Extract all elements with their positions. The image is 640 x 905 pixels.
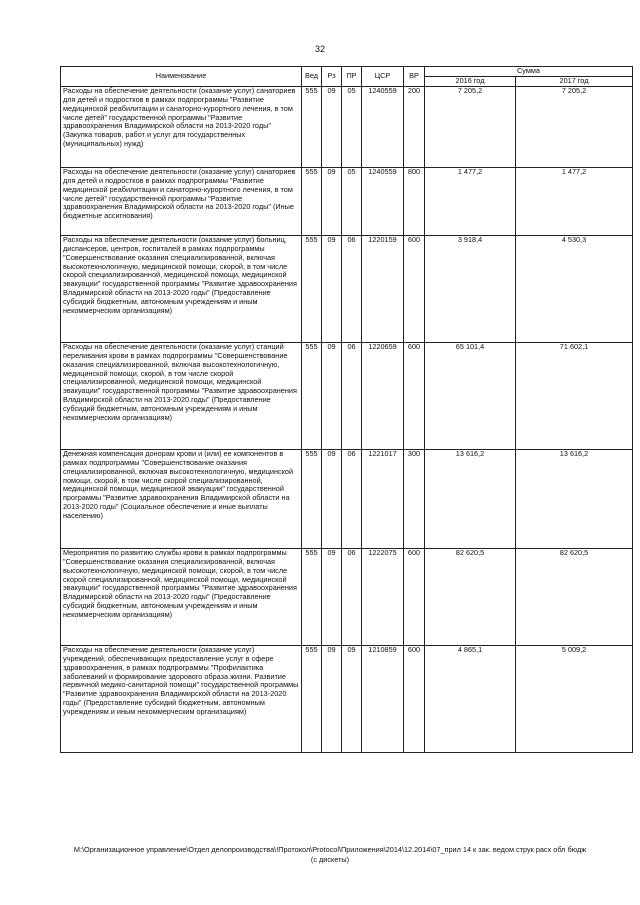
row-csr: 1240559 <box>362 167 404 235</box>
table-row <box>61 235 633 342</box>
row-pr: 06 <box>342 235 362 342</box>
row-rz: 09 <box>322 342 342 449</box>
row-sum-2016: 82 620,5 <box>425 548 516 645</box>
row-ved: 555 <box>302 167 322 235</box>
row-sum-2017: 4 530,3 <box>516 235 633 342</box>
table-row <box>61 86 633 167</box>
header-ved: Вед <box>302 67 322 87</box>
row-rz: 09 <box>322 645 342 752</box>
header-rz: Рз <box>322 67 342 87</box>
row-vr: 600 <box>404 645 425 752</box>
row-sum-2016: 7 205,2 <box>425 86 516 167</box>
row-csr: 1210859 <box>362 645 404 752</box>
row-name: Расходы на обеспечение деятельности (оказание услуг) санаториев для детей и подростков в рамках подпрограммы "Развитие медицинской реабилитации и санаторно-курортного лечения, в том числе детей" государственной программы "Развитие здравоохранения Владимирской области на 2013-2020 годы" (Закупка товаров, работ и услуг для государственных (муниципальных) нужд) <box>61 86 302 167</box>
row-sum-2017: 13 616,2 <box>516 449 633 548</box>
row-csr: 1240559 <box>362 86 404 167</box>
row-name: Расходы на обеспечение деятельности (оказание услуг) учреждений, обеспечивающих предоставление услуг в сфере здравоохранения, в рамках подпрограммы "Профилактика заболеваний и формирование здорового образа жизни. Развитие первичной медико-санитарной помощи" государственной программы "Развитие здравоохранения Владимирской области на 2013-2020 годы" (Предоставление субсидий бюджетным, автономным учреждениям и иным некоммерческим организациям) <box>61 645 302 752</box>
row-rz: 09 <box>322 449 342 548</box>
row-sum-2017: 5 009,2 <box>516 645 633 752</box>
row-vr: 800 <box>404 167 425 235</box>
row-pr: 06 <box>342 342 362 449</box>
row-sum-2016: 4 865,1 <box>425 645 516 752</box>
table-row <box>61 645 633 752</box>
row-rz: 09 <box>322 548 342 645</box>
header-csr: ЦСР <box>362 67 404 87</box>
row-ved: 555 <box>302 235 322 342</box>
table-row <box>61 449 633 548</box>
row-pr: 09 <box>342 645 362 752</box>
row-sum-2016: 1 477,2 <box>425 167 516 235</box>
row-pr: 05 <box>342 86 362 167</box>
header-sum: Сумма <box>425 67 633 77</box>
row-ved: 555 <box>302 449 322 548</box>
row-vr: 600 <box>404 548 425 645</box>
row-rz: 09 <box>322 235 342 342</box>
table-row <box>61 167 633 235</box>
header-pr: ПР <box>342 67 362 87</box>
header-year-2016: 2016 год <box>425 76 516 86</box>
row-csr: 1222075 <box>362 548 404 645</box>
row-ved: 555 <box>302 342 322 449</box>
row-csr: 1221017 <box>362 449 404 548</box>
row-csr: 1220159 <box>362 235 404 342</box>
row-ved: 555 <box>302 645 322 752</box>
budget-table <box>60 66 633 753</box>
row-sum-2017: 71 602,1 <box>516 342 633 449</box>
row-ved: 555 <box>302 548 322 645</box>
row-pr: 06 <box>342 548 362 645</box>
row-vr: 300 <box>404 449 425 548</box>
row-vr: 600 <box>404 342 425 449</box>
row-name: Денежная компенсация донорам крови и (или) ее компонентов в рамках подпрограммы "Совершенствование оказания специализированной, включая высокотехнологичную, медицинской помощи, скорой, в том числе скорой специализированной, медицинской помощи, медицинской эвакуации" государственной программы "Развитие здравоохранения Владимирской области на 2013-2020 годы" (Социальное обеспечение и иные выплаты населению) <box>61 449 302 548</box>
row-name: Мероприятия по развитию службы крови в рамках подпрограммы "Совершенствование оказания специализированной, включая высокотехнологичную, медицинской помощи, скорой, в том числе скорой специализированной, медицинской помощи, медицинской эвакуации" государственной программы "Развитие здравоохранения Владимирской области на 2013-2020 годы" (Предоставление субсидий бюджетным, автономным учреждениям и иным некоммерческим организациям) <box>61 548 302 645</box>
row-csr: 1220659 <box>362 342 404 449</box>
row-name: Расходы на обеспечение деятельности (оказание услуг) санаториев для детей и подростков в рамках подпрограммы "Развитие медицинской реабилитации и санаторно-курортного лечения, в том числе детей" государственной программы "Развитие здравоохранения Владимирской области на 2013-2020 годы" (Иные бюджетные ассигнования) <box>61 167 302 235</box>
page-number: 32 <box>314 44 325 54</box>
table-row <box>61 342 633 449</box>
row-sum-2017: 1 477,2 <box>516 167 633 235</box>
row-name: Расходы на обеспечение деятельности (оказание услуг) больниц, диспансеров, центров, госпиталей в рамках подпрограммы "Совершенствование оказания специализированной, включая высокотехнологичную, медицинской помощи, скорой, в том числе скорой специализированной, медицинской помощи, медицинской эвакуации" государственной программы "Развитие здравоохранения Владимирской области на 2013-2020 годы" (Предоставление субсидий бюджетным, автономным учреждениям и иным некоммерческим организациям) <box>61 235 302 342</box>
row-sum-2016: 13 616,2 <box>425 449 516 548</box>
file-path-footer: M:\Организационное управление\Отдел делопроизводства\!Протокол\Protocol\Приложения\2014\12.2014\07_прил 14 к зак. ведом струк расх обл бюдж (с дискеты) <box>73 845 587 864</box>
header-vr: ВР <box>404 67 425 87</box>
row-pr: 06 <box>342 449 362 548</box>
row-vr: 200 <box>404 86 425 167</box>
row-rz: 09 <box>322 167 342 235</box>
header-year-2017: 2017 год <box>516 76 633 86</box>
row-ved: 555 <box>302 86 322 167</box>
row-sum-2017: 7 205,2 <box>516 86 633 167</box>
table-row <box>61 548 633 645</box>
row-rz: 09 <box>322 86 342 167</box>
header-row <box>61 67 633 77</box>
row-name: Расходы на обеспечение деятельности (оказание услуг) станций переливания крови в рамках подпрограммы "Совершенствование оказания специализированной, включая высокотехнологичную, медицинской помощи, скорой, в том числе скорой специализированной, медицинской помощи, медицинской эвакуации" государственной программы "Развитие здравоохранения Владимирской области на 2013-2020 годы" (Предоставление субсидий бюджетным, автономным учреждениям и иным некоммерческим организациям) <box>61 342 302 449</box>
row-pr: 05 <box>342 167 362 235</box>
row-sum-2016: 65 101,4 <box>425 342 516 449</box>
row-vr: 600 <box>404 235 425 342</box>
row-sum-2016: 3 918,4 <box>425 235 516 342</box>
header-name: Наименование <box>61 67 302 87</box>
row-sum-2017: 82 620,5 <box>516 548 633 645</box>
